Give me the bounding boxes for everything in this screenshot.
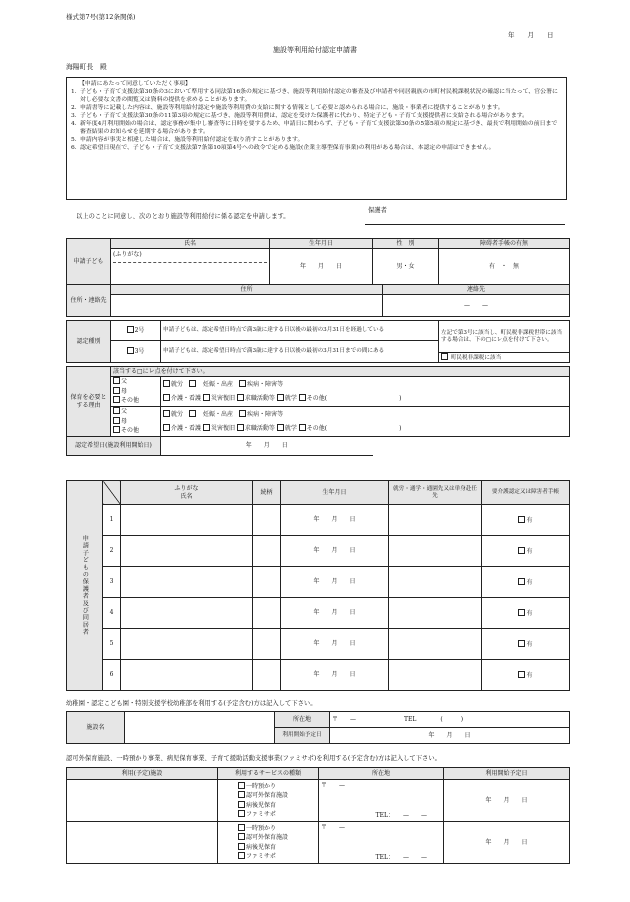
certification-no3-text: 申請子どもは、認定希望日時点で満3歳に達する日以後の最初の3月31日までの間にある: [161, 341, 439, 363]
other-services-note: 認可外保育施設、一時預かり事業、病児保育事業、子育て援助活動支援事業(ファミサポ)を利用する(予定含む)方は記入して下さい。: [66, 755, 441, 762]
contact-field[interactable]: — —: [383, 295, 570, 317]
member-dob-field[interactable]: 年 月 日: [281, 598, 389, 629]
dob-header: 生年月日: [270, 239, 373, 249]
checkbox[interactable]: [518, 578, 525, 585]
service-start-field[interactable]: 年 月 日: [444, 822, 570, 864]
checkbox[interactable]: [189, 380, 196, 387]
start-date-label: 利用開始予定日: [275, 728, 330, 744]
gender-header: 性 別: [373, 239, 439, 249]
member-relation-field[interactable]: [253, 536, 281, 567]
household-relation-header: 続柄: [253, 481, 281, 505]
checkbox[interactable]: [299, 424, 306, 431]
disability-header: 障碍者手帳の有無: [439, 239, 570, 249]
service-options[interactable]: 一時預かり 認可外保育施設 病後児保育 ファミサポ: [218, 780, 319, 822]
checkbox[interactable]: [113, 387, 120, 394]
member-relation-field[interactable]: [253, 629, 281, 660]
checkbox[interactable]: [113, 417, 120, 424]
child-row-label: 申請子ども: [67, 239, 111, 285]
notice-item: 4. 新年度4月利用開始の場合は、認定事務が集中し審査等に日時を要するため、申請日に関わらず、子ども・子育て支援法第30条の5第5項の規定に基づき、最長で利用開始の前日まで審査結果のお知らせを延期する場合があります。: [71, 121, 558, 136]
checkbox[interactable]: [127, 347, 134, 354]
checkbox[interactable]: [238, 843, 245, 850]
checkbox[interactable]: [189, 410, 196, 417]
notice-item: 5. 申請内容が事実と相違した場合は、施設等利用給付認定を取り消すことがあります。: [71, 137, 304, 144]
member-dob-field[interactable]: 年 月 日: [281, 505, 389, 536]
address-row-label: 住所・連絡先: [67, 285, 111, 317]
table-row: [67, 822, 570, 864]
service-options[interactable]: 一時預かり 認可外保育施設 病後児保育 ファミサポ: [218, 822, 319, 864]
diagonal-cell: [103, 481, 121, 505]
facility-header: 利用(予定)施設: [67, 768, 218, 780]
service-address-field[interactable]: 〒 — TEL： — —: [319, 822, 444, 864]
notice-item: 2. 申請書等に記載した内容は、施設等利用給付認定や施設等利用費の支給に関する情報として必要と認められる場合に、施設・事業者に提供することがあります。: [71, 105, 504, 112]
checkbox[interactable]: [239, 380, 246, 387]
member-relation-field[interactable]: [253, 660, 281, 691]
certification-side-text: 左記で第3号に該当し、町民税非課税世帯に該当する場合は、下の□にレ点を付けて下さい。: [439, 321, 570, 353]
checkbox[interactable]: [203, 394, 210, 401]
desired-date-label: 認定希望日(施設利用開始日): [67, 437, 161, 456]
member-work-field[interactable]: [389, 505, 482, 536]
member-dob-field[interactable]: 年 月 日: [281, 629, 389, 660]
checkbox[interactable]: [518, 547, 525, 554]
checkbox[interactable]: [238, 833, 245, 840]
checkbox[interactable]: [277, 424, 284, 431]
checkbox[interactable]: [239, 410, 246, 417]
table-row: [67, 660, 570, 691]
member-name-field[interactable]: [121, 660, 253, 691]
certification-label: 認定種別: [67, 321, 111, 363]
row-number: 2: [103, 536, 121, 567]
member-relation-field[interactable]: [253, 567, 281, 598]
member-care-check[interactable]: 有: [482, 598, 570, 629]
reason-options-2[interactable]: 就労 妊娠・出産 疾病・障害等 介護・看護 災害復旧 求職活動等 就学 その他( ): [161, 407, 570, 437]
facility-field[interactable]: [67, 780, 218, 822]
member-work-field[interactable]: [389, 598, 482, 629]
facility-field[interactable]: [67, 822, 218, 864]
child-name-field[interactable]: (ふりがな): [111, 249, 270, 285]
member-name-field[interactable]: [121, 598, 253, 629]
row-number: 5: [103, 629, 121, 660]
certification-no3[interactable]: 3号: [111, 341, 161, 363]
facility-name-label: 施設名: [67, 712, 125, 744]
checkbox[interactable]: [163, 410, 170, 417]
member-dob-field[interactable]: 年 月 日: [281, 536, 389, 567]
service-type-header: 利用するサービスの種類: [218, 768, 319, 780]
member-relation-field[interactable]: [253, 505, 281, 536]
reason-relation-1[interactable]: 父 母 その他: [111, 376, 161, 406]
start-date-field[interactable]: 年 月 日: [330, 728, 570, 744]
household-name-header: ふりがな 氏名: [121, 481, 253, 505]
checkbox[interactable]: [277, 394, 284, 401]
household-care-header: 要介護認定又は障害者手帳: [482, 481, 570, 505]
checkbox[interactable]: [238, 801, 245, 808]
checkbox[interactable]: [237, 394, 244, 401]
checkbox[interactable]: [518, 671, 525, 678]
kindergarten-note: 幼稚園・認定こども園・特別支援学校幼稚部を利用する(予定含む)方は記入して下さい。: [66, 700, 317, 707]
checkbox[interactable]: [127, 326, 134, 333]
checkbox[interactable]: [113, 426, 120, 433]
checkbox[interactable]: [441, 353, 448, 360]
desired-date-field[interactable]: 年 月 日: [161, 437, 373, 456]
member-care-check[interactable]: 有: [482, 629, 570, 660]
row-number: 4: [103, 598, 121, 629]
member-work-field[interactable]: [389, 660, 482, 691]
child-gender-field[interactable]: 男・女: [373, 249, 439, 285]
member-care-check[interactable]: 有: [482, 567, 570, 598]
member-name-field[interactable]: [121, 505, 253, 536]
checkbox[interactable]: [238, 782, 245, 789]
member-name-field[interactable]: [121, 567, 253, 598]
checkbox[interactable]: [203, 424, 210, 431]
checkbox[interactable]: [163, 424, 170, 431]
checkbox[interactable]: [163, 380, 170, 387]
household-dob-header: 生年月日: [281, 481, 389, 505]
kindergarten-table: [66, 711, 570, 744]
member-dob-field[interactable]: 年 月 日: [281, 567, 389, 598]
certification-no2-text: 申請子どもは、認定希望日時点で満3歳に達する日以後の最初の3月31日を経過している: [161, 321, 439, 341]
table-row: [67, 505, 570, 536]
row-number: 1: [103, 505, 121, 536]
facility-name-field[interactable]: [125, 712, 275, 744]
checkbox[interactable]: [113, 396, 120, 403]
guardian-label: 保護者: [368, 207, 387, 214]
child-disability-field[interactable]: 有 ・ 無: [439, 249, 570, 285]
member-care-check[interactable]: 有: [482, 660, 570, 691]
checkbox[interactable]: [238, 824, 245, 831]
checkbox[interactable]: [518, 640, 525, 647]
member-care-check[interactable]: 有: [482, 505, 570, 536]
consent-statement: 以上のことに同意し、次のとおり施設等利用給付に係る認定を申請します。: [76, 213, 290, 220]
reason-label: 保育を必要とする理由: [67, 366, 111, 436]
row-number: 6: [103, 660, 121, 691]
start-date-header: 利用開始予定日: [444, 768, 570, 780]
household-side-label: 申請子どもの保護者及び同居者: [67, 481, 103, 691]
checkbox[interactable]: [238, 810, 245, 817]
member-name-field[interactable]: [121, 629, 253, 660]
other-services-table: [66, 767, 570, 864]
table-row: [67, 629, 570, 660]
location-field[interactable]: 〒 — TEL ( ): [330, 712, 570, 728]
consent-notice-box: [66, 77, 567, 200]
header-date: 年 月 日: [508, 31, 554, 39]
form-title: 施設等利用給付認定申請書: [273, 46, 357, 54]
notice-item: 1. 子ども・子育て支援法第30条の3において準用する同法第16条の規定に基づき、施設等利用給付認定の審査及び申請者や同居親族の市町村民税課税状況の確認に当たって、官公署に対し必要な文書の閲覧又は資料の提供を求めることがあります。: [71, 89, 558, 104]
member-work-field[interactable]: [389, 567, 482, 598]
reason-options-1[interactable]: 就労 妊娠・出産 疾病・障害等 介護・看護 災害復旧 求職活動等 就学 その他( ): [161, 376, 570, 406]
service-address-field[interactable]: 〒 — TEL： — —: [319, 780, 444, 822]
address-field[interactable]: [111, 295, 383, 317]
checkbox[interactable]: [518, 609, 525, 616]
member-dob-field[interactable]: 年 月 日: [281, 660, 389, 691]
certification-no2[interactable]: 2号: [111, 321, 161, 341]
child-dob-field[interactable]: 年 月 日: [270, 249, 373, 285]
checkbox[interactable]: [518, 516, 525, 523]
service-start-field[interactable]: 年 月 日: [444, 780, 570, 822]
notice-heading: 【申請にあたって同意していただく事項】: [79, 81, 191, 87]
checkbox[interactable]: [163, 394, 170, 401]
member-relation-field[interactable]: [253, 598, 281, 629]
table-row: [67, 536, 570, 567]
contact-header: 連絡先: [383, 285, 570, 295]
member-work-field[interactable]: [389, 629, 482, 660]
notice-item: 6. 認定希望日現在で、子ども・子育て支援法第7条第10項第4号への政令で定める施設(企業主導型保育事業)の利用がある場合は、本認定の申請はできません。: [71, 145, 495, 152]
name-header: 氏名: [111, 239, 270, 249]
table-row: [67, 780, 570, 822]
household-table: [66, 480, 570, 691]
checkbox[interactable]: [238, 791, 245, 798]
notice-item: 3. 子ども・子育て支援法第30条の11第3項の規定に基づき、施設等利用費は、認定を受けた保護者に代わり、特定子ども・子育て支援提供者に支給される場合があります。: [71, 113, 529, 120]
member-name-field[interactable]: [121, 536, 253, 567]
application-table: [66, 238, 570, 456]
row-number: 3: [103, 567, 121, 598]
location-label: 所在地: [275, 712, 330, 728]
address-header: 所在地: [319, 768, 444, 780]
checkbox[interactable]: [113, 377, 120, 384]
guardian-signature-line[interactable]: [365, 224, 565, 225]
table-row: [67, 567, 570, 598]
reason-instruction: 該当する□にレ点を付けて下さい。: [111, 366, 570, 376]
reason-relation-2[interactable]: 父 母 その他: [111, 407, 161, 437]
form-number: 様式第7号(第12条関係): [66, 13, 136, 21]
address-header: 住所: [111, 285, 383, 295]
table-row: [67, 598, 570, 629]
household-work-header: 就労・通学・通園先又は単身赴任先: [389, 481, 482, 505]
checkbox[interactable]: [238, 852, 245, 859]
checkbox[interactable]: [113, 407, 120, 414]
checkbox[interactable]: [299, 394, 306, 401]
member-work-field[interactable]: [389, 536, 482, 567]
member-care-check[interactable]: 有: [482, 536, 570, 567]
checkbox[interactable]: [237, 424, 244, 431]
addressee: 海陽町長 殿: [66, 63, 107, 71]
tax-exempt-check[interactable]: 町民税非課税に該当: [439, 353, 570, 363]
